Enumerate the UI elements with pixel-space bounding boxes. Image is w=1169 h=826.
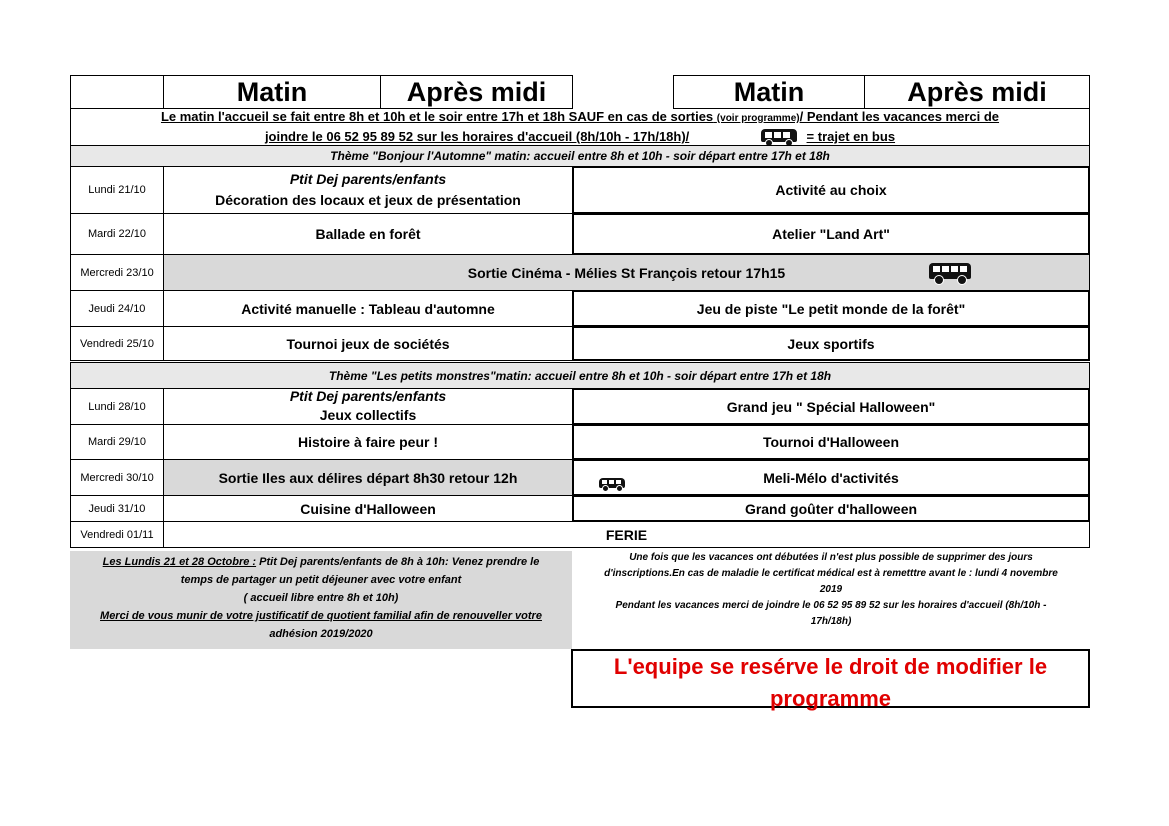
activity-line-2: Décoration des locaux et jeux de présentation [215,192,521,208]
header-apres-midi-left: Après midi [380,75,573,109]
morning-activity [163,388,573,425]
day-label: Lundi 28/10 [70,388,164,425]
day-label: Mardi 22/10 [70,213,164,255]
day-label: Mercredi 23/10 [70,254,164,291]
info-block [70,108,1090,146]
header-blank-left [70,75,164,109]
activity-line-1: Ptit Dej parents/enfants [289,171,447,187]
activity-text: Sortie Iles aux délires départ 8h30 retour 12h [218,469,518,486]
notes-left [70,551,572,649]
morning-activity [163,166,573,214]
morning-activity: Cuisine d'Halloween [163,495,573,522]
afternoon-activity: Activité au choix [572,166,1090,214]
bus-icon [929,263,973,285]
info-text-line2: joindre le 06 52 95 89 52 sur les horaires d'accueil (8h/10h - 17h/18h)/ [264,129,690,144]
day-label: Vendredi 01/11 [70,521,164,548]
day-label: Mardi 29/10 [70,424,164,460]
note-right-line-1: Une fois que les vacances ont débutées il n'est plus possible de supprimer des jours [629,552,1033,563]
info-bus-legend: = trajet en bus [806,129,896,144]
note-right-line-5: 17h/18h) [810,616,852,627]
theme-row-1: Thème "Bonjour l'Automne" matin: accueil entre 8h et 10h - soir départ entre 17h et 18h [70,145,1090,167]
afternoon-activity: Grand jeu " Spécial Halloween" [572,388,1090,425]
morning-activity [163,459,573,496]
morning-activity: Activité manuelle : Tableau d'automne [163,290,573,327]
header-matin-left: Matin [163,75,381,109]
activity-line-2: Jeux collectifs [319,407,417,423]
info-text-1: Le matin l'accueil se fait entre 8h et 10h et le soir entre 17h et 18h SAUF en cas de sorties [160,109,714,124]
note-left-line-3: ( accueil libre entre 8h et 10h) [243,592,399,604]
afternoon-activity: Atelier "Land Art" [572,213,1090,255]
header-matin-right: Matin [673,75,865,109]
morning-activity: Tournoi jeux de sociétés [163,326,573,361]
header-apres-midi-right: Après midi [864,75,1090,109]
notes-right [572,550,1090,632]
note-right-line-3: 2019 [819,584,843,595]
note-left-line-2: temps de partager un petit déjeuner avec votre enfant [180,574,462,586]
activity-line-1: Ptit Dej parents/enfants [289,388,447,404]
theme-row-2: Thème "Les petits monstres"matin: accueil entre 8h et 10h - soir départ entre 17h et 18h [70,362,1090,389]
note-left-line-1-underlined: Les Lundis 21 et 28 Octobre : [102,556,257,568]
note-right-line-2: d'inscriptions.En cas de maladie le certificat médical est à remetttre avant le : lundi 4 novembre [604,568,1058,579]
full-day-activity: FERIE [163,521,1090,548]
afternoon-activity: Jeux sportifs [572,326,1090,361]
note-left-line-4: Merci de vous munir de votre justificatif de quotient familial afin de renouveller votre [100,610,542,622]
activity-text: Sortie Cinéma - Mélies St François retour 17h15 [467,264,786,281]
note-left-line-1: Ptit Dej parents/enfants de 8h à 10h: Venez prendre le [256,556,540,568]
note-right-line-4: Pendant les vacances merci de joindre le 06 52 95 89 52 sur les horaires d'accueil (8h/10h - [615,600,1047,611]
day-label: Lundi 21/10 [70,166,164,214]
afternoon-activity: Meli-Mélo d'activités [572,459,1090,496]
day-label: Vendredi 25/10 [70,326,164,361]
disclaimer-line-2: programme [769,686,892,711]
day-label: Mercredi 30/10 [70,459,164,496]
disclaimer-box [571,649,1090,711]
info-text-2: / Pendant les vacances merci de [799,109,1000,124]
morning-activity: Histoire à faire peur ! [163,424,573,460]
info-text-small: (voir programme) [716,113,800,124]
afternoon-activity: Jeu de piste "Le petit monde de la forêt" [572,290,1090,327]
afternoon-activity: Tournoi d'Halloween [572,424,1090,460]
day-label: Jeudi 31/10 [70,495,164,522]
afternoon-activity: Grand goûter d'halloween [572,495,1090,522]
day-label: Jeudi 24/10 [70,290,164,327]
morning-activity: Ballade en forêt [163,213,573,255]
disclaimer-line-1: L'equipe se resérve le droit de modifier le [613,654,1048,679]
note-left-line-5: adhésion 2019/2020 [269,628,373,640]
